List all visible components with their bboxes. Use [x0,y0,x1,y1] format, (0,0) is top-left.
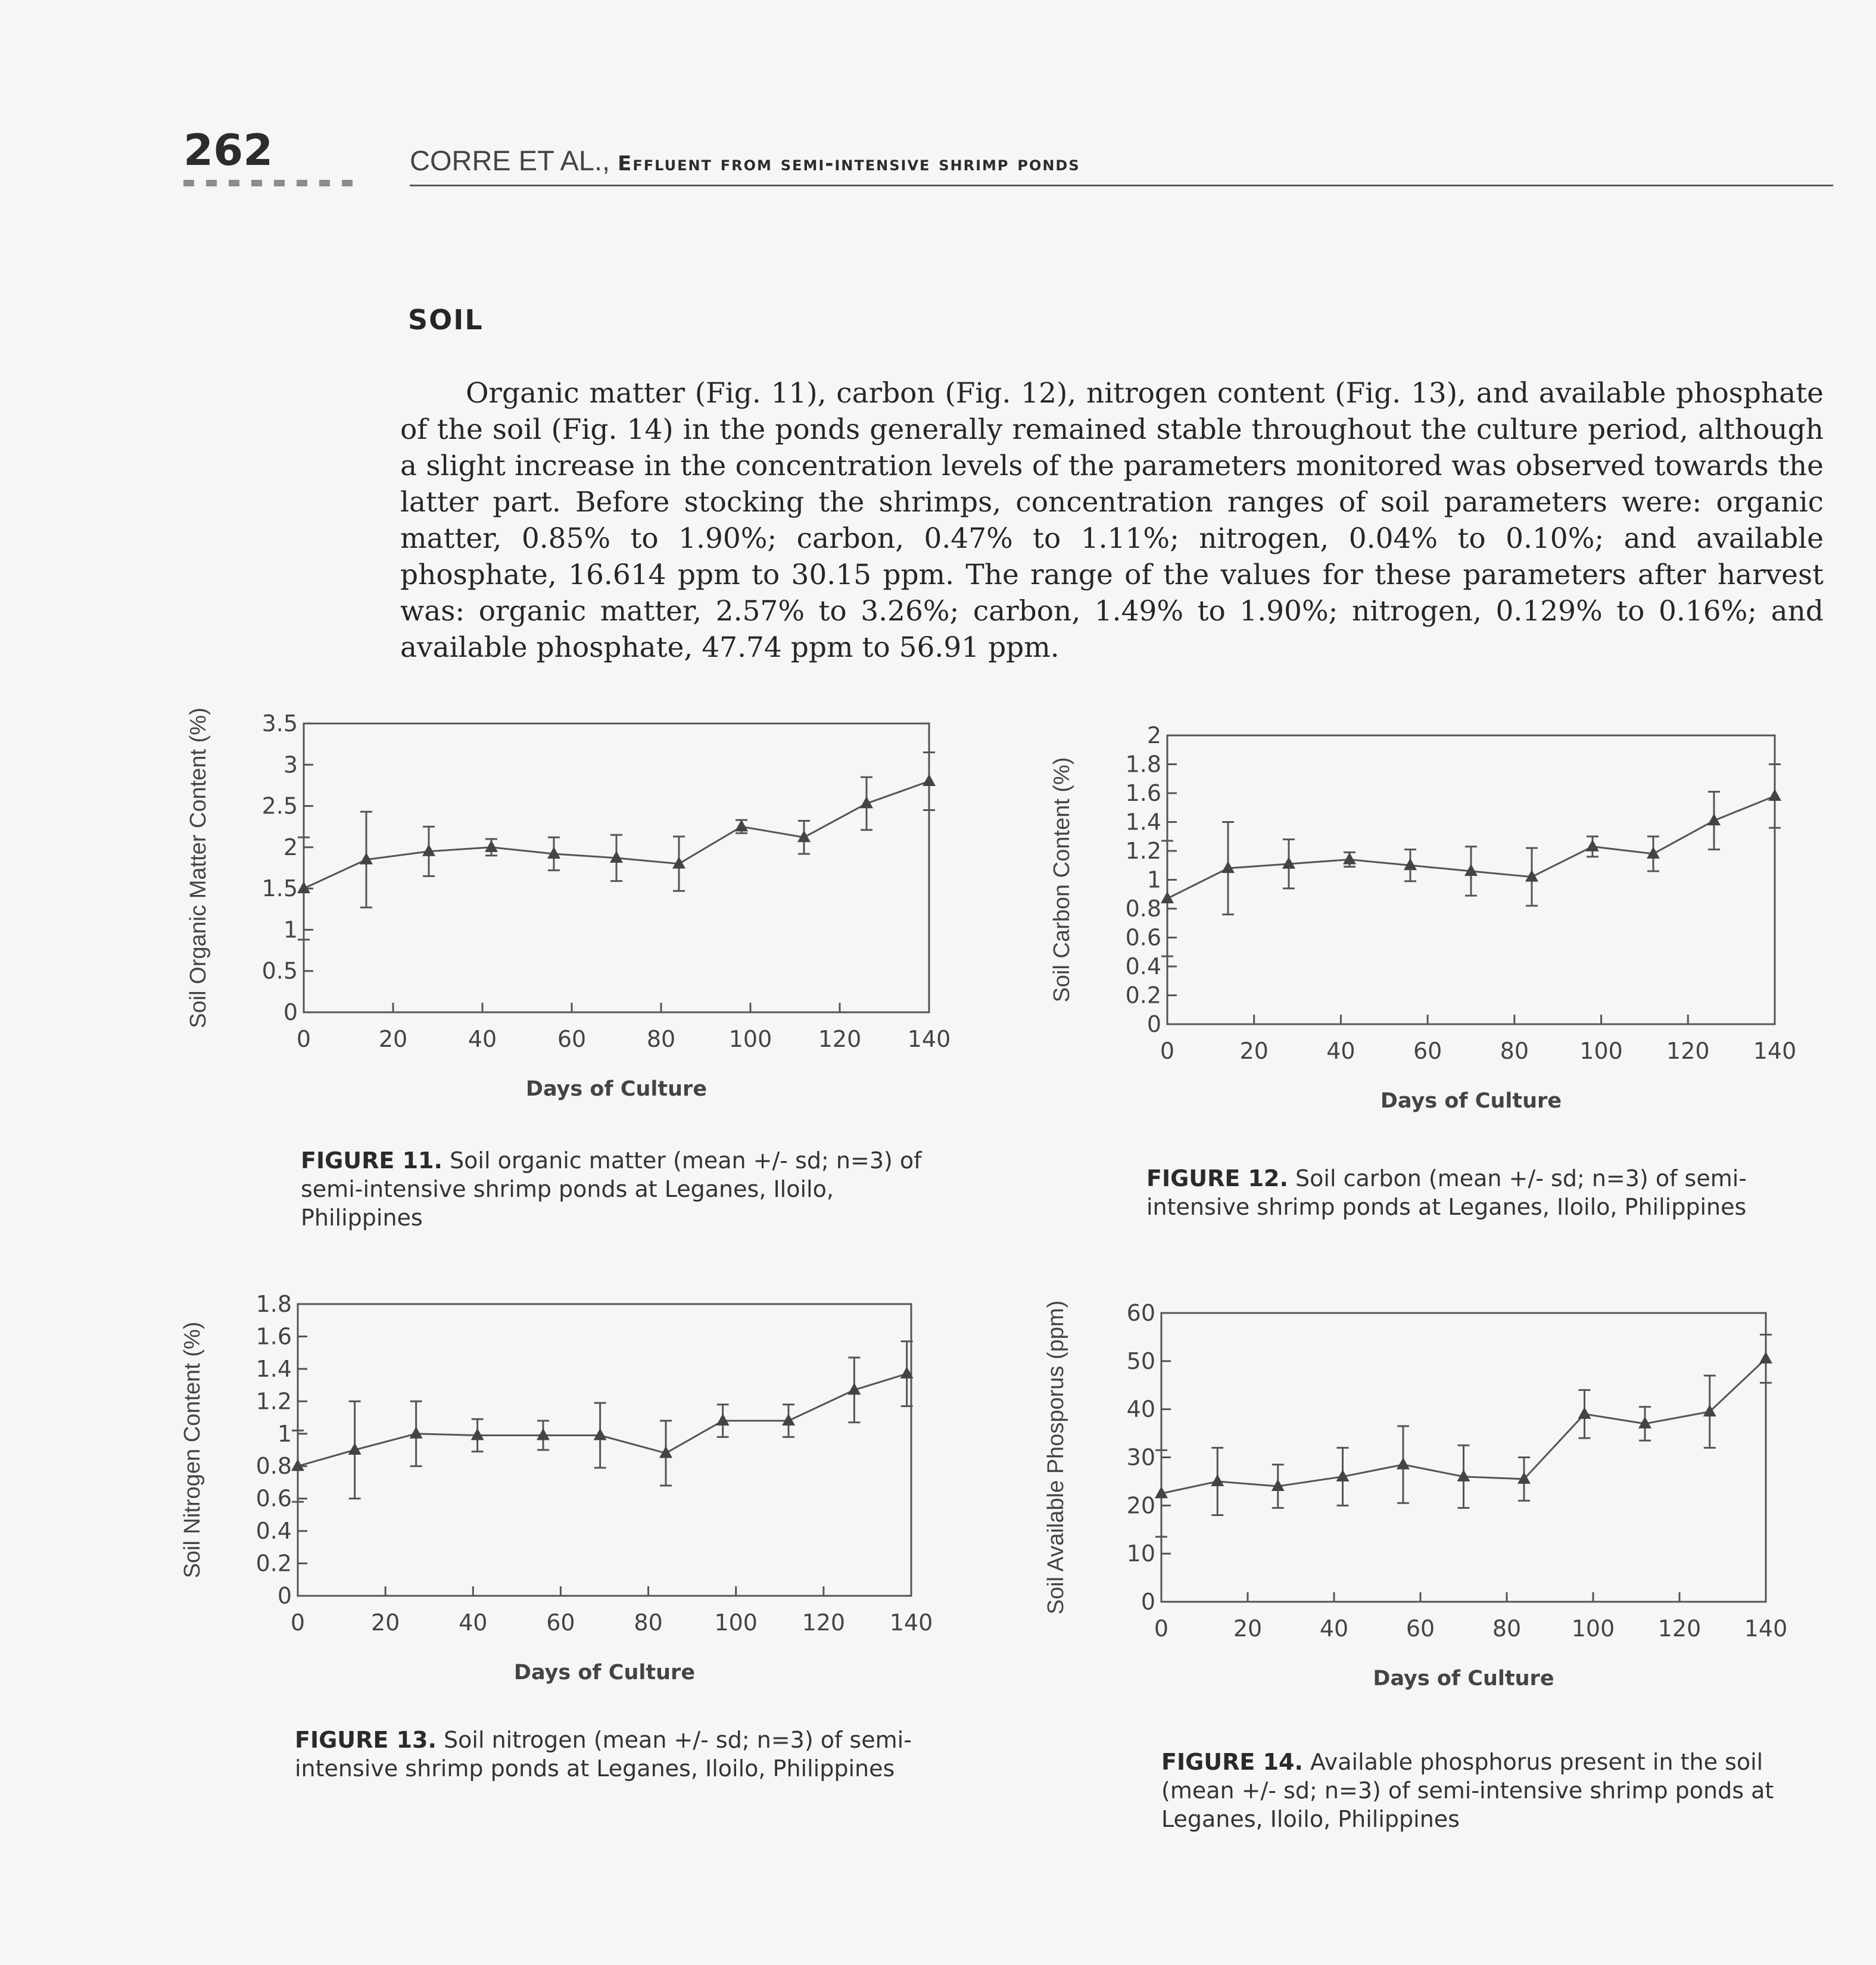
chart3-x-tick-label: 20 [370,1610,400,1636]
figure-14 [1006,1286,1840,1882]
page-number-dots [183,180,353,186]
chart3-y-tick-label: 1.4 [255,1355,292,1382]
chart3-y-tick-label: 0.8 [255,1453,292,1480]
figure-14-label: FIGURE 14. [1161,1749,1303,1775]
chart3-y-tick-label: 0.4 [255,1518,292,1545]
chart4-y-tick-label: 20 [1126,1492,1155,1519]
chart1-x-tick-label: 20 [378,1026,408,1052]
chart2-x-tick-label: 0 [1160,1038,1175,1064]
chart4-y-tick-label: 0 [1140,1589,1155,1615]
chart1-y-tick-label: 1 [283,916,298,943]
running-head [410,144,1080,177]
chart1-x-tick-label: 100 [728,1026,772,1052]
chart3-series-line [298,1374,907,1466]
chart2-x-axis-title: Days of Culture [1380,1089,1562,1113]
chart2-y-tick-label: 1.4 [1125,809,1161,835]
chart3-y-axis-title: Soil Nitrogen Content (%) [180,1321,205,1579]
chart2-data-point [1586,840,1599,852]
chart4-x-axis-title: Days of Culture [1373,1667,1554,1690]
chart3-data-point [716,1414,730,1426]
figure-12-chart [1006,703,1840,1131]
chart2-y-tick-label: 1 [1146,866,1161,893]
figure-12-label: FIGURE 12. [1146,1165,1288,1192]
chart4-x-tick-label: 0 [1154,1615,1169,1642]
chart3-y-tick-label: 0.2 [255,1550,292,1577]
chart2-x-tick-label: 80 [1500,1038,1529,1064]
chart1-y-tick-label: 3.5 [261,710,298,737]
figure-12-caption-text: Soil carbon (mean +/- sd; n=3) of semi-intensive shrimp ponds at Leganes, Iloilo, Philippines [1146,1165,1747,1220]
chart2-x-tick-label: 100 [1579,1038,1623,1064]
chart2-y-tick-label: 1.2 [1125,838,1161,864]
chart3-y-tick-label: 1.8 [255,1291,292,1317]
chart1-y-tick-label: 2.5 [261,793,298,819]
chart3-y-tick-label: 1 [277,1420,292,1447]
chart1-y-axis-title: Soil Organic Matter Content (%) [186,707,211,1028]
header-rule [410,185,1833,186]
figure-14-caption-text: Available phosphorus present in the soil (mean +/- sd; n=3) of semi-intensive shrimp ponds at Leganes, Iloilo, Philippines [1161,1749,1774,1832]
chart1-data-point [485,840,498,852]
figure-13 [137,1280,971,1852]
figure-12-caption [1146,1164,1778,1221]
chart3-x-tick-label: 40 [459,1610,488,1636]
page-header [183,125,1833,191]
chart3-x-tick-label: 120 [802,1610,846,1636]
chart1-data-point [923,774,936,786]
chart4-y-axis-title: Soil Available Phosporus (ppm) [1043,1300,1068,1615]
chart4-data-point [1397,1458,1410,1470]
chart1-y-tick-label: 3 [283,751,298,778]
chart2-y-tick-label: 0.8 [1125,896,1161,922]
figure-13-chart [137,1280,971,1709]
chart4-y-tick-label: 10 [1126,1540,1155,1567]
chart3-plot-frame [298,1304,911,1596]
chart4-data-point [1759,1352,1772,1364]
figure-11-caption-text: Soil organic matter (mean +/- sd; n=3) of semi-intensive shrimp ponds at Leganes, Iloilo, Philippines [301,1147,922,1231]
chart4-y-tick-label: 30 [1126,1444,1155,1471]
chart4-x-tick-label: 60 [1406,1615,1435,1642]
chart2-y-tick-label: 0.6 [1125,924,1161,951]
chart2-x-tick-label: 20 [1239,1038,1269,1064]
page-number: 262 [183,125,273,175]
figure-13-label: FIGURE 13. [295,1727,437,1753]
chart1-data-point [735,819,748,831]
chart3-data-point [594,1428,607,1440]
chart3-y-tick-label: 0 [277,1583,292,1609]
section-title: SOIL [408,304,484,336]
figure-13-caption [295,1726,926,1783]
chart1-x-tick-label: 120 [818,1026,862,1052]
chart2-x-tick-label: 40 [1326,1038,1355,1064]
chart1-x-tick-label: 80 [646,1026,676,1052]
chart3-y-tick-label: 1.2 [255,1388,292,1415]
chart3-x-tick-label: 60 [546,1610,575,1636]
chart2-y-tick-label: 0 [1146,1011,1161,1037]
chart1-x-tick-label: 60 [557,1026,587,1052]
chart2-y-axis-title: Soil Carbon Content (%) [1049,757,1074,1003]
figure-11-chart [143,697,977,1125]
chart4-y-tick-label: 60 [1126,1300,1155,1326]
chart4-x-tick-label: 140 [1744,1615,1788,1642]
chart2-y-tick-label: 1.8 [1125,751,1161,778]
chart3-data-point [471,1428,484,1440]
chart1-x-axis-title: Days of Culture [525,1077,708,1101]
chart3-y-tick-label: 0.6 [255,1485,292,1512]
chart1-y-tick-label: 0 [283,999,298,1025]
figure-13-caption-text: Soil nitrogen (mean +/- sd; n=3) of semi-intensive shrimp ponds at Leganes, Iloilo, Philippines [295,1727,912,1782]
chart2-data-point [1768,789,1781,801]
figure-11-caption [301,1146,932,1232]
chart4-data-point [1578,1407,1591,1419]
figure-11-label: FIGURE 11. [301,1147,442,1174]
chart4-x-tick-label: 20 [1233,1615,1263,1642]
running-head-authors: CORRE ET AL., [410,145,610,176]
chart2-data-point [1161,891,1174,903]
figure-14-chart [1006,1286,1840,1715]
chart2-data-point [1343,853,1356,865]
chart4-x-tick-label: 40 [1319,1615,1349,1642]
chart1-x-tick-label: 40 [468,1026,497,1052]
chart3-x-tick-label: 0 [290,1610,306,1636]
chart1-x-tick-label: 140 [907,1026,951,1052]
chart4-data-point [1211,1474,1224,1486]
chart2-x-tick-label: 140 [1753,1038,1797,1064]
chart4-y-tick-label: 40 [1126,1396,1155,1423]
chart4-y-tick-label: 50 [1126,1348,1155,1374]
chart4-x-tick-label: 100 [1571,1615,1615,1642]
chart2-y-tick-label: 0.2 [1125,982,1161,1009]
chart1-x-tick-label: 0 [296,1026,311,1052]
chart2-x-tick-label: 120 [1666,1038,1710,1064]
chart2-y-tick-label: 1.6 [1125,780,1161,806]
chart1-y-tick-label: 0.5 [261,957,298,984]
chart3-x-tick-label: 80 [634,1610,663,1636]
chart3-x-tick-label: 140 [889,1610,933,1636]
chart1-y-tick-label: 1.5 [261,875,298,902]
chart3-data-point [410,1427,423,1439]
chart1-y-tick-label: 2 [283,834,298,860]
running-head-title: Effluent from semi-intensive shrimp ponds [618,152,1080,176]
chart3-data-point [537,1428,550,1440]
chart3-y-tick-label: 1.6 [255,1323,292,1350]
figure-12 [1006,703,1840,1274]
chart3-x-axis-title: Days of Culture [513,1661,696,1685]
chart2-y-tick-label: 0.4 [1125,953,1161,980]
body-paragraph: Organic matter (Fig. 11), carbon (Fig. 12), nitrogen content (Fig. 13), and available phosphate of the soil (Fig. 14) in the ponds generally remained stable throughout the culture period, although a slight increase in the concentration levels of the parameters monitored was observed towards the latter part. Before stocking the shrimps, concentration ranges of soil parameters were: organic matter, 0.85% to 1.90%; carbon, 0.47% to 1.11%; nitrogen, 0.04% to 0.10%; and available phosphate, 16.614 ppm to 30.15 ppm. The range of the values for these parameters after harvest was: organic matter, 2.57% to 3.26%; carbon, 1.49% to 1.90%; nitrogen, 0.129% to 0.16%; and available phosphate, 47.74 ppm to 56.91 ppm. [400,377,1824,664]
chart4-x-tick-label: 120 [1657,1615,1702,1642]
chart4-x-tick-label: 80 [1492,1615,1522,1642]
figure-14-caption [1161,1748,1793,1833]
figure-11 [143,697,977,1268]
chart2-x-tick-label: 60 [1413,1038,1442,1064]
chart3-x-tick-label: 100 [714,1610,758,1636]
chart2-y-tick-label: 2 [1146,722,1161,748]
